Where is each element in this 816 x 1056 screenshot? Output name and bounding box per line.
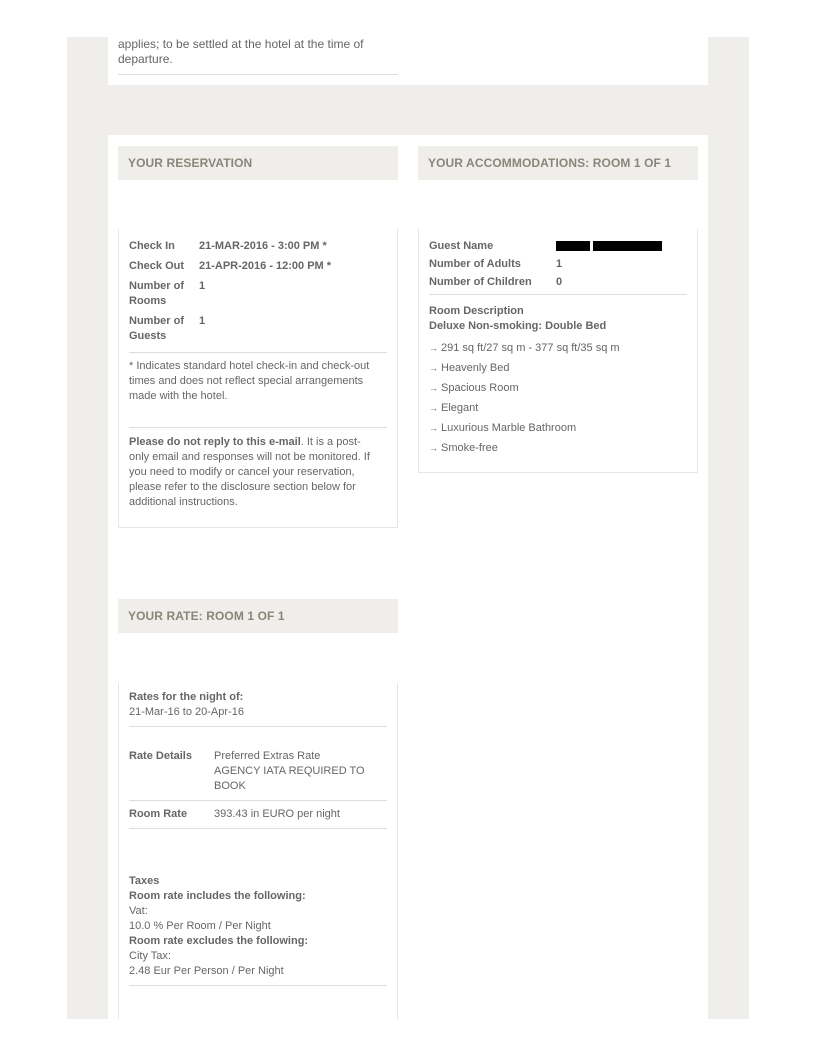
divider (129, 985, 387, 986)
feature-item (429, 441, 498, 456)
feature-item (429, 341, 620, 356)
notice-line: you need to modify or cancel your reservation, (129, 466, 355, 478)
rooms-label-line: Number of (129, 280, 184, 292)
vat-value: 10.0 % Per Room / Per Night (129, 920, 271, 932)
taxes-block (129, 874, 389, 979)
rate-details-value (214, 749, 384, 794)
room-rate-label: Room Rate (129, 808, 188, 820)
checkin-footnote (129, 359, 389, 404)
rate-details-line: Preferred Extras Rate (214, 750, 321, 762)
check-out-label: Check Out (129, 260, 185, 272)
check-in-label: Check In (129, 240, 175, 252)
rate-details-line: AGENCY IATA REQUIRED TO (214, 765, 365, 777)
no-reply-notice (129, 435, 389, 510)
notice-bold: Please do not reply to this e-mail (129, 436, 301, 448)
nights-value: 21-Mar-16 to 20-Apr-16 (129, 706, 244, 718)
feature-item (429, 381, 519, 396)
previous-section-text (118, 37, 398, 67)
footnote-line: made with the hotel. (129, 390, 228, 402)
notice-line (129, 435, 389, 450)
notice-text: . It is a post- (300, 436, 361, 448)
rooms-value: 1 (199, 280, 206, 292)
divider (429, 294, 687, 295)
adults-value: 1 (556, 258, 563, 270)
divider (129, 828, 387, 829)
previous-section-line: departure. (118, 52, 173, 66)
footnote-line: times and does not reflect special arrangements (129, 375, 364, 387)
notice-line: additional instructions. (129, 496, 238, 508)
guests-row (129, 314, 389, 344)
notice-line: please refer to the disclosure section below for (129, 481, 356, 493)
guests-label-line: Number of (129, 315, 184, 327)
nights-label: Rates for the night of: (129, 691, 244, 703)
feature-text: Luxurious Marble Bathroom (441, 422, 577, 434)
guests-value: 1 (199, 315, 206, 327)
children-label: Number of Children (429, 276, 532, 288)
notice-line: only email and responses will not be monitored. If (129, 451, 370, 463)
room-description-value: Deluxe Non-smoking: Double Bed (429, 320, 607, 332)
redacted-block (556, 241, 590, 251)
room-rate-value: 393.43 in EURO per night (214, 808, 340, 820)
rooms-row (129, 279, 389, 309)
feature-text: 291 sq ft/27 sq m - 377 sq ft/35 sq m (441, 342, 620, 354)
divider (129, 800, 387, 801)
divider (118, 74, 398, 75)
city-tax-value: 2.48 Eur Per Person / Per Night (129, 965, 284, 977)
vat-label: Vat: (129, 905, 148, 917)
rate-details-line: BOOK (214, 780, 246, 792)
footnote-line: * Indicates standard hotel check-in and check-out (129, 360, 370, 372)
includes-label: Room rate includes the following: (129, 890, 306, 902)
rate-box (118, 683, 398, 1019)
divider (129, 726, 387, 727)
arrow-right-icon: → (429, 363, 438, 373)
feature-item (429, 421, 576, 436)
guests-label-line: Guests (129, 330, 167, 342)
feature-text: Smoke-free (441, 442, 498, 454)
rooms-label-line: Rooms (129, 295, 167, 307)
divider (129, 352, 387, 353)
feature-text: Elegant (441, 402, 479, 414)
feature-item (429, 401, 478, 416)
rooms-label (129, 279, 184, 309)
rate-header: YOUR RATE: ROOM 1 OF 1 (118, 599, 398, 633)
reservation-header: YOUR RESERVATION (118, 146, 398, 180)
arrow-right-icon: → (429, 423, 438, 433)
guests-label (129, 314, 184, 344)
reservation-box (118, 229, 398, 528)
excludes-label: Room rate excludes the following: (129, 935, 309, 947)
feature-item (429, 361, 510, 376)
adults-label: Number of Adults (429, 258, 521, 270)
taxes-label: Taxes (129, 875, 160, 887)
guest-name-label: Guest Name (429, 240, 494, 252)
arrow-right-icon: → (429, 383, 438, 393)
children-value: 0 (556, 276, 563, 288)
check-out-value: 21-APR-2016 - 12:00 PM * (199, 260, 332, 272)
accommodations-header: YOUR ACCOMMODATIONS: ROOM 1 OF 1 (418, 146, 698, 180)
feature-text: Heavenly Bed (441, 362, 510, 374)
arrow-right-icon: → (429, 403, 438, 413)
room-description-label: Room Description (429, 305, 524, 317)
rate-details-label: Rate Details (129, 750, 192, 762)
redacted-block (593, 241, 662, 251)
check-in-value: 21-MAR-2016 - 3:00 PM * (199, 240, 327, 252)
feature-text: Spacious Room (441, 382, 519, 394)
city-tax-label: City Tax: (129, 950, 171, 962)
divider (129, 427, 387, 428)
previous-section-line: applies; to be settled at the hotel at the time of (118, 37, 364, 51)
accommodations-box (418, 229, 698, 473)
arrow-right-icon: → (429, 443, 438, 453)
arrow-right-icon: → (429, 343, 438, 353)
